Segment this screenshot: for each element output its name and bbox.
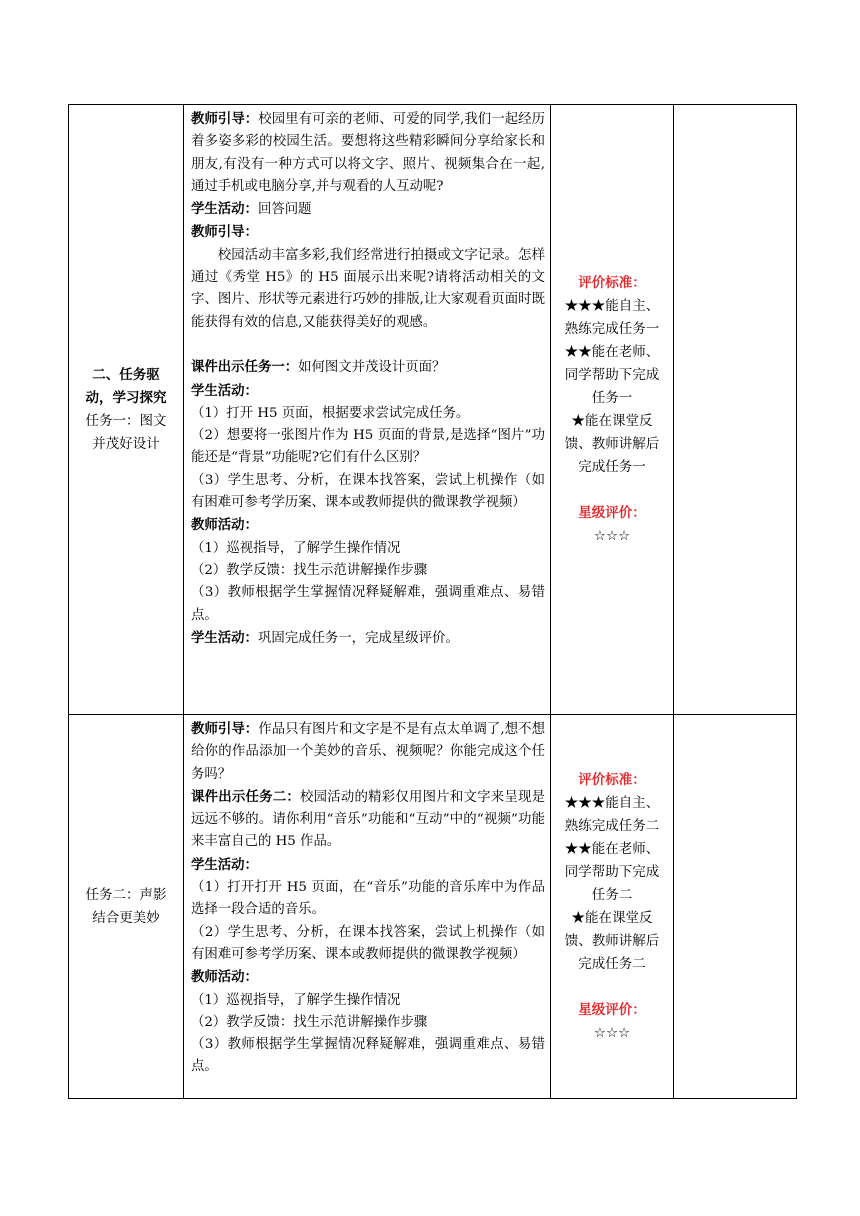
criteria-line: ★★★能自主、 [564,794,660,811]
star-rating-title: 星级评价： [578,504,646,521]
activity-cell [184,715,551,1099]
paragraph [191,380,545,403]
paragraph: （2）学生思考、分析，在课本找答案，尝试上机操作（如有困难可参考学历案、课本或教师提供的微课教学视频） [191,924,545,962]
paragraph [191,356,545,379]
paragraph: （1）打开 H5 页面，根据要求尝试完成任务。 [191,405,470,421]
paragraph [191,786,545,854]
table-row [69,105,797,715]
criteria-line: 熟练完成任务二 [564,817,660,834]
evaluation-title: 评价标准： [578,274,646,291]
star-rating-icons: ☆☆☆ [593,527,631,544]
criteria-line: 任务二 [591,886,633,903]
label: 教师引导： [191,224,258,241]
criteria-line: 同学帮助下完成 [564,366,660,383]
paragraph: （1）巡视指导，了解学生操作情况 [191,540,401,556]
paragraph: （3）教师根据学生掌握情况释疑解难，强调重难点、易错点。 [191,1037,545,1075]
stage-cell [69,715,184,1099]
text: 如何图文并茂设计页面？ [298,360,446,376]
stage-cell [69,105,184,715]
criteria-line: 完成任务二 [578,955,646,972]
label: 课件出示任务二： [191,788,300,805]
paragraph: （2）教学反馈：找生示范讲解操作步骤 [191,562,428,578]
paragraph: （2）教学反馈：找生示范讲解操作步骤 [191,1014,428,1030]
paragraph [191,108,545,198]
criteria-line: 馈、教师讲解后 [564,435,660,452]
lesson-plan-table [68,104,797,1099]
paragraph: （3）教师根据学生掌握情况释疑解难，强调重难点、易错点。 [191,585,545,623]
paragraph: （1）打开打开 H5 页面，在“音乐”功能的音乐库中为作品选择一段合适的音乐。 [191,880,545,918]
label: 教师引导： [191,721,259,737]
text: 校园里有可亲的老师、可爱的同学,我们一起经历着多姿多彩的校园生活。要想将这些精彩瞬间分享给家长和朋友,有没有一种方式可以将文字、照片、视频集合在一起,通过手机或电脑分享,并与观看的人互动呢? [191,112,545,194]
criteria-line: 同学帮助下完成 [564,863,660,880]
criteria-line: ★★能在老师、 [564,343,660,360]
criteria-line: ★★★能自主、 [564,297,660,314]
task-title: 结合更美妙 [92,909,160,926]
label: 学生活动： [191,629,258,646]
paragraph [191,718,545,786]
label: 课件出示任务一： [191,359,299,376]
task-title: 任务一：图文 [85,412,167,429]
star-rating-icons: ☆☆☆ [593,1024,631,1041]
paragraph [191,966,545,989]
task-title: 并茂好设计 [92,435,160,452]
label: 教师活动： [191,969,258,986]
criteria-line: 任务一 [591,389,633,406]
spacer [191,334,545,356]
star-rating-title: 星级评价： [578,1001,646,1018]
criteria-line: ★能在课堂反 [571,412,653,429]
label: 教师活动： [191,517,258,534]
evaluation-title: 评价标准： [578,771,646,788]
spacer [551,976,673,999]
label: 学生活动： [191,201,258,218]
paragraph: （3）学生思考、分析，在课本找答案，尝试上机操作（如有困难可参考学历案、课本或教师提供的微课教学视频） [191,472,545,511]
paragraph: 校园活动丰富多彩,我们经常进行拍摄或文字记录。怎样通过《秀堂 H5》的 H5 面展示出来呢?请将活动相关的文字、图片、形状等元素进行巧妙的排版,让大家观看页面时既能获得有效的信息,又能获得美好的观感。 [191,247,545,330]
criteria-line: 完成任务一 [578,458,646,475]
text: 巩固完成任务一，完成星级评价。 [257,630,459,646]
criteria-line: ★★能在老师、 [564,840,660,857]
label: 学生活动： [191,382,258,399]
text: 作品只有图片和文字是不是有点太单调了,想不想给你的作品添加一个美妙的音乐、视频呢？你能完成这个任务吗？ [191,722,545,782]
evaluation-cell [551,105,674,715]
stage-heading: 动，学习探究 [85,389,167,406]
criteria-line: ★能在课堂反 [571,909,653,926]
paragraph [191,627,545,650]
paragraph [191,514,545,537]
criteria-line: 熟练完成任务一 [564,320,660,337]
paragraph [191,221,545,244]
label: 教师引导： [191,111,259,127]
paragraph [191,198,545,221]
stage-heading: 二、任务驱 [92,366,160,383]
paragraph [191,854,545,877]
criteria-line: 馈、教师讲解后 [564,932,660,949]
empty-cell [674,105,797,715]
table-row [69,715,797,1099]
paragraph: （2）想要将一张图片作为 H5 页面的背景,是选择“图片”功能还是“背景”功能呢?它们有什么区别？ [191,428,545,466]
paragraph: （1）巡视指导，了解学生操作情况 [191,992,401,1008]
spacer [551,479,673,502]
empty-cell [674,715,797,1099]
text: 回答问题 [257,202,312,218]
activity-cell [184,105,551,715]
evaluation-cell [551,715,674,1099]
label: 学生活动： [191,856,258,873]
text: 校园活动的精彩仅用图片和文字来呈现是远远不够的。请你利用“音乐”功能和“互动”中的“视频”功能来丰富自己的 H5 作品。 [191,789,546,850]
task-title: 任务二：声影 [85,886,167,903]
